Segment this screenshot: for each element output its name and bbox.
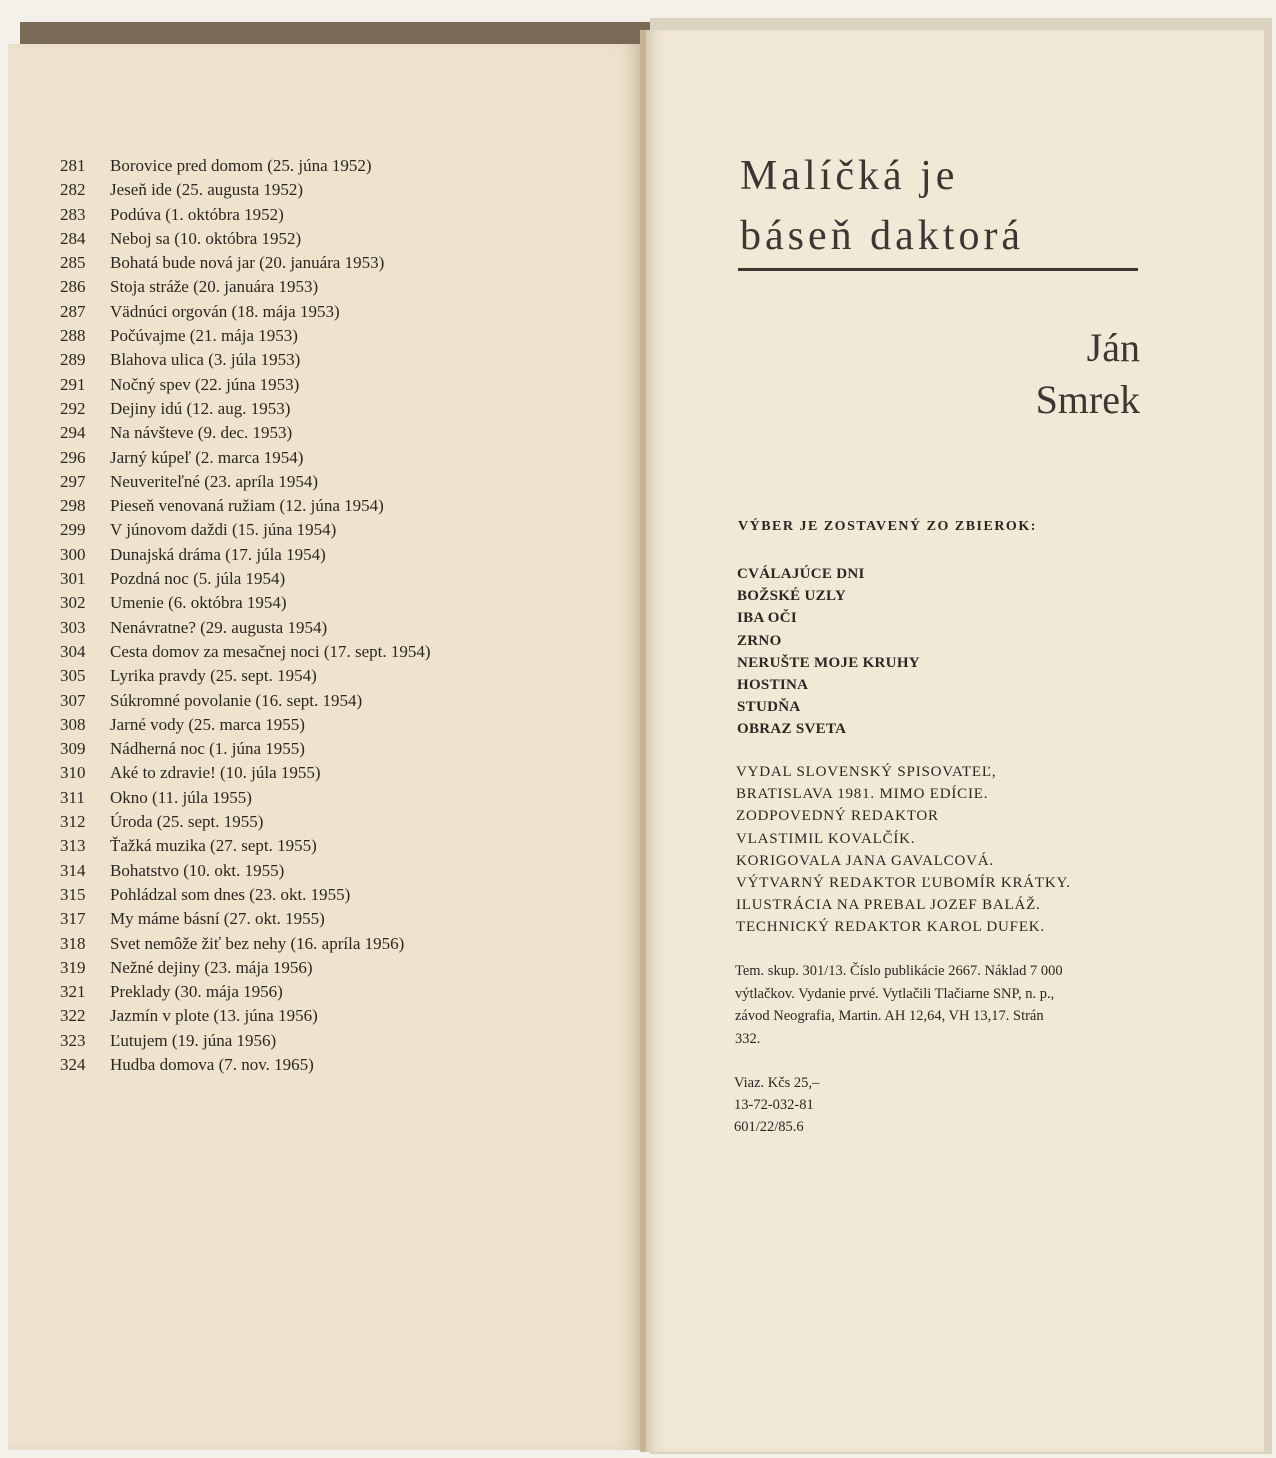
toc-poem-title: Nádherná noc (1. júna 1955) [110, 739, 305, 759]
toc-page-number: 301 [60, 569, 86, 589]
toc-entry [60, 496, 580, 520]
collection-title: IBA OČI [737, 610, 798, 627]
toc-poem-title: Počúvajme (21. mája 1953) [110, 326, 298, 346]
toc-page-number: 308 [60, 714, 86, 734]
toc-entry [60, 788, 580, 812]
toc-poem-title: Pozdná noc (5. júla 1954) [110, 569, 286, 589]
toc-page-number: 287 [60, 301, 86, 321]
toc-page-number: 314 [60, 860, 86, 880]
toc-page-number: 303 [60, 617, 86, 637]
toc-entry [60, 691, 580, 715]
toc-poem-title: Ľutujem (19. júna 1956) [110, 1030, 277, 1050]
toc-poem-title: Lyrika pravdy (25. sept. 1954) [110, 666, 317, 686]
toc-page-number: 297 [60, 471, 86, 491]
toc-entry [60, 569, 580, 593]
toc-poem-title: Jazmín v plote (13. júna 1956) [110, 1006, 318, 1026]
toc-page-number: 294 [60, 423, 86, 443]
price-info [734, 1072, 1034, 1138]
toc-poem-title: Okno (11. júla 1955) [110, 787, 252, 807]
toc-entry [60, 958, 580, 982]
book-title-line-2: báseň daktorá [740, 213, 1025, 259]
book-title-line-1: Malíčká je [740, 153, 959, 199]
toc-page-number: 310 [60, 763, 86, 783]
title-divider [738, 268, 1138, 271]
toc-entry [60, 399, 580, 423]
toc-poem-title: Vädnúci orgován (18. mája 1953) [110, 301, 340, 321]
toc-poem-title: Jeseň ide (25. augusta 1952) [110, 180, 304, 200]
toc-poem-title: My máme básní (27. okt. 1955) [110, 909, 325, 929]
selection-heading: VÝBER JE ZOSTAVENÝ ZO ZBIEROK: [738, 519, 1037, 534]
toc-page-number: 285 [60, 253, 86, 273]
toc-entry [60, 642, 580, 666]
toc-entry [60, 472, 580, 496]
toc-page-number: 319 [60, 957, 86, 977]
toc-poem-title: Podúva (1. októbra 1952) [110, 204, 284, 224]
toc-poem-title: V júnovom daždi (15. júna 1954) [110, 520, 337, 540]
toc-poem-title: Borovice pred domom (25. júna 1952) [110, 156, 372, 175]
toc-page-number: 302 [60, 593, 86, 613]
table-of-contents [60, 156, 580, 1079]
toc-entry [60, 350, 580, 374]
print-info-line: Tem. skup. 301/13. Číslo publikácie 2667. Náklad 7 000 [735, 963, 1063, 979]
toc-poem-title: Bohatstvo (10. okt. 1955) [110, 860, 285, 880]
print-info-line: závod Neografia, Martin. AH 12,64, VH 13,17. Strán [735, 1008, 1044, 1024]
toc-page-number: 324 [60, 1054, 86, 1074]
toc-entry [60, 763, 580, 787]
toc-entry [60, 861, 580, 885]
author-last-name: Smrek [1035, 377, 1140, 422]
toc-page-number: 296 [60, 447, 86, 467]
toc-entry [60, 302, 580, 326]
toc-entry [60, 982, 580, 1006]
toc-page-number: 291 [60, 374, 86, 394]
toc-entry [60, 618, 580, 642]
credit-line: ILUSTRÁCIA NA PREBAL JOZEF BALÁŽ. [736, 897, 1041, 914]
toc-entry [60, 326, 580, 350]
toc-poem-title: Nežné dejiny (23. mája 1956) [110, 957, 313, 977]
toc-entry [60, 1006, 580, 1030]
toc-entry [60, 885, 580, 909]
toc-entry [60, 520, 580, 544]
toc-page-number: 288 [60, 326, 86, 346]
toc-page-number: 322 [60, 1006, 86, 1026]
toc-entry [60, 448, 580, 472]
toc-poem-title: Hudba domova (7. nov. 1965) [110, 1054, 314, 1074]
toc-entry [60, 156, 580, 180]
print-info-line: výtlačkov. Vydanie prvé. Vytlačili Tlačiarne SNP, n. p., [735, 985, 1055, 1002]
price-line: 601/22/85.6 [734, 1119, 804, 1135]
toc-page-number: 315 [60, 884, 86, 904]
toc-entry [60, 277, 580, 301]
toc-poem-title: Svet nemôže žiť bez nehy (16. apríla 1956) [110, 933, 405, 953]
author-name [980, 322, 1140, 426]
toc-poem-title: Pieseň venovaná ružiam (12. júna 1954) [110, 496, 384, 516]
toc-entry [60, 715, 580, 739]
toc-poem-title: Dejiny idú (12. aug. 1953) [110, 398, 291, 418]
toc-page-number: 281 [60, 156, 86, 175]
toc-page-number: 323 [60, 1030, 86, 1050]
toc-entry [60, 253, 580, 277]
toc-poem-title: Nočný spev (22. júna 1953) [110, 374, 300, 394]
toc-poem-title: Súkromné povolanie (16. sept. 1954) [110, 690, 363, 710]
toc-page-number: 299 [60, 520, 86, 540]
toc-poem-title: Cesta domov za mesačnej noci (17. sept. 1954) [110, 641, 431, 661]
toc-entry [60, 593, 580, 617]
toc-entry [60, 934, 580, 958]
toc-page-number: 317 [60, 909, 86, 929]
toc-poem-title: Ťažká muzika (27. sept. 1955) [110, 836, 317, 856]
collection-title: CVÁLAJÚCE DNI [737, 566, 865, 582]
credit-line: VYDAL SLOVENSKÝ SPISOVATEĽ, [736, 764, 997, 780]
toc-entry [60, 909, 580, 933]
toc-page-number: 284 [60, 228, 86, 248]
toc-page-number: 286 [60, 277, 86, 297]
credit-line: VLASTIMIL KOVALČÍK. [736, 830, 916, 847]
toc-poem-title: Jarné vody (25. marca 1955) [110, 714, 305, 734]
credit-line: TECHNICKÝ REDAKTOR KAROL DUFEK. [736, 919, 1045, 936]
toc-page-number: 321 [60, 982, 86, 1002]
toc-page-number: 304 [60, 641, 86, 661]
toc-entry [60, 545, 580, 569]
toc-page-number: 282 [60, 180, 86, 200]
credit-line: KORIGOVALA JANA GAVALCOVÁ. [736, 852, 994, 869]
collection-title: NERUŠTE MOJE KRUHY [737, 654, 920, 671]
toc-page-number: 311 [60, 787, 85, 807]
toc-page-number: 289 [60, 350, 86, 370]
book-title [740, 146, 1160, 266]
credit-line: VÝTVARNÝ REDAKTOR ĽUBOMÍR KRÁTKY. [736, 875, 1071, 892]
toc-entry [60, 423, 580, 447]
toc-poem-title: Bohatá bude nová jar (20. januára 1953) [110, 253, 385, 273]
toc-poem-title: Dunajská dráma (17. júla 1954) [110, 544, 326, 564]
toc-poem-title: Blahova ulica (3. júla 1953) [110, 350, 301, 370]
toc-entry [60, 836, 580, 860]
toc-page-number: 298 [60, 496, 86, 516]
print-info [735, 960, 1145, 1050]
toc-poem-title: Preklady (30. mája 1956) [110, 982, 283, 1002]
toc-entry [60, 375, 580, 399]
toc-poem-title: Úroda (25. sept. 1955) [110, 812, 264, 832]
collection-title: ZRNO [737, 632, 782, 649]
toc-page-number: 300 [60, 544, 86, 564]
toc-poem-title: Stoja stráže (20. januára 1953) [110, 277, 319, 297]
toc-entry [60, 205, 580, 229]
toc-page-number: 309 [60, 739, 86, 759]
toc-page-number: 307 [60, 690, 86, 710]
credit-line: ZODPOVEDNÝ REDAKTOR [736, 808, 939, 825]
print-info-line: 332. [735, 1030, 761, 1047]
toc-entry [60, 229, 580, 253]
toc-poem-title: Nenávratne? (29. augusta 1954) [110, 617, 328, 637]
toc-page-number: 312 [60, 812, 86, 832]
publishing-credits [736, 761, 1156, 939]
price-line: 13-72-032-81 [734, 1097, 814, 1113]
author-first-name: Ján [1086, 325, 1140, 370]
collection-title: HOSTINA [737, 677, 809, 694]
collection-title: STUDŇA [737, 699, 801, 716]
price-line: Viaz. Kčs 25,– [734, 1075, 820, 1091]
toc-poem-title: Neuveriteľné (23. apríla 1954) [110, 471, 318, 491]
toc-entry [60, 1055, 580, 1079]
toc-page-number: 292 [60, 398, 86, 418]
toc-page-number: 305 [60, 666, 86, 686]
collection-title: OBRAZ SVETA [737, 721, 847, 738]
toc-entry [60, 739, 580, 763]
toc-entry [60, 812, 580, 836]
toc-poem-title: Aké to zdravie! (10. júla 1955) [110, 763, 321, 783]
toc-page-number: 313 [60, 836, 86, 856]
toc-entry [60, 180, 580, 204]
toc-poem-title: Neboj sa (10. októbra 1952) [110, 228, 302, 248]
collection-title: BOŽSKÉ UZLY [737, 588, 847, 605]
toc-entry [60, 1031, 580, 1055]
book-gutter [640, 30, 646, 1452]
toc-poem-title: Pohládzal som dnes (23. okt. 1955) [110, 884, 351, 904]
toc-poem-title: Jarný kúpeľ (2. marca 1954) [110, 447, 304, 467]
toc-page-number: 283 [60, 204, 86, 224]
toc-entry [60, 666, 580, 690]
toc-poem-title: Na návšteve (9. dec. 1953) [110, 423, 293, 443]
toc-poem-title: Umenie (6. októbra 1954) [110, 593, 287, 613]
credit-line: BRATISLAVA 1981. MIMO EDÍCIE. [736, 786, 989, 803]
toc-page-number: 318 [60, 933, 86, 953]
collections-list [737, 563, 1137, 741]
